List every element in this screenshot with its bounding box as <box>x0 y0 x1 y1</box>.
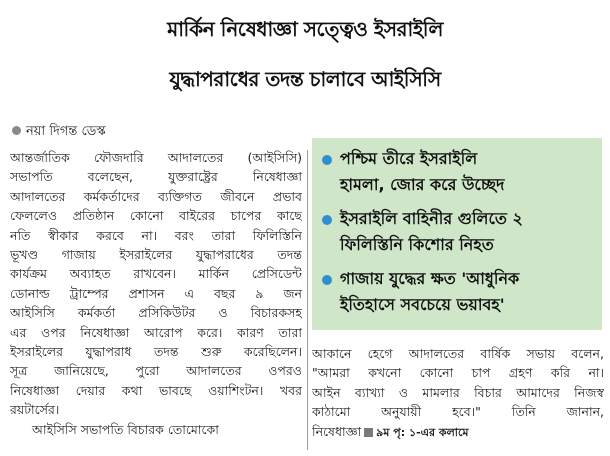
highlight-line: ফিলিস্তিনি কিশোর নিহত <box>340 235 494 254</box>
headline-line-1: মার্কিন নিষেধাজ্ঞা সত্ত্বেও ইসরাইলি <box>167 17 443 41</box>
body-line: এর ওপর নিষেধাজ্ঞা আরোপ করে। কারণ তারা <box>10 324 302 340</box>
body-line: রয়টার্সের। <box>10 402 60 418</box>
bullet-dot-icon <box>12 126 21 135</box>
highlight-item <box>322 146 596 198</box>
column-divider <box>307 150 308 450</box>
highlight-line: ইতিহাসে সবচেয়ে ভয়াবহ' <box>340 295 505 314</box>
body-line: সভাপতি বলেছেন, যুক্তরাষ্ট্রের নিষেধাজ্ঞা <box>10 169 302 185</box>
body-line: আইসিসি কর্মকর্তা প্রসিকিউটর ও বিচারকসহ <box>10 305 302 321</box>
body-line: "আমরা কখনো কোনো চাপ গ্রহণ করি না। <box>312 365 604 381</box>
highlight-item <box>322 266 596 318</box>
square-marker-icon <box>364 428 373 437</box>
highlight-line: পশ্চিম তীরে ইসরাইলি <box>340 149 478 168</box>
bullet-dot-icon <box>322 155 332 165</box>
highlight-line: গাজায় যুদ্ধের ক্ষত 'আধুনিক <box>340 269 520 288</box>
body-line: ফেললেও প্রতিষ্ঠান কোনো বাইরের চাপের কাছে <box>10 208 302 224</box>
highlight-item <box>322 206 596 258</box>
byline <box>12 124 106 140</box>
body-line: আদালতের কর্মকর্তাদের ব্যক্তিগত জীবনে প্রভাব <box>10 188 302 204</box>
body-line: আইন ব্যাখ্যা ও মামলার বিচার আমাদের নিজস্ব <box>312 384 604 400</box>
body-line-text: নিষেধাজ্ঞা <box>312 423 362 439</box>
bullet-dot-icon <box>322 275 332 285</box>
body-line: নতি স্বীকার করবে না। বরং তারা ফিলিস্তিনি <box>10 227 302 243</box>
body-line: আকানে হেগে আদালতের বার্ষিক সভায় বলেন, <box>312 346 604 361</box>
highlight-line: হামলা, জোর করে উচ্ছেদ <box>340 175 505 194</box>
bullet-dot-icon <box>322 215 332 225</box>
body-line-continued <box>312 422 604 442</box>
body-line: সূত্র জানিয়েছে, পুরো আদালতের ওপরও <box>10 363 302 379</box>
body-line: ভূখণ্ড গাজায় ইসরাইলের যুদ্ধাপরাধের তদন্ত <box>10 247 302 263</box>
body-line: কার্যক্রম অব্যাহত রাখবেন। মার্কিন প্রেসিডেন্ট <box>10 266 302 282</box>
body-line: আন্তর্জাতিক ফৌজদারি আদালতের (আইসিসি) <box>10 150 302 165</box>
headline-line-2: যুদ্ধাপরাধের তদন্ত চালাবে আইসিসি <box>169 67 441 91</box>
byline-text: নয়া দিগন্ত ডেস্ক <box>26 124 106 139</box>
article-body-right <box>312 344 604 442</box>
body-line: কাঠামো অনুযায়ী হবে।" তিনি জানান, <box>312 404 604 420</box>
body-line: ইসরাইলের যুদ্ধাপরাধ তদন্ত শুরু করেছিলেন। <box>10 344 302 360</box>
continued-reference: ৯ম পৃ: ১-এর কলামে <box>376 425 469 439</box>
highlight-box <box>312 138 602 330</box>
body-line: আইসিসি সভাপতি বিচারক তোমোকো <box>32 421 219 437</box>
highlight-line: ইসরাইলি বাহিনীর গুলিতে ২ <box>340 209 523 228</box>
body-line: ডোনাল্ড ট্রাম্পের প্রশাসন এ বছর ৯ জন <box>10 285 302 301</box>
body-line: নিষেধাজ্ঞা দেয়ার কথা ভাবছে ওয়াশিংটন। খবর <box>10 382 302 398</box>
article-body-left <box>10 148 302 439</box>
